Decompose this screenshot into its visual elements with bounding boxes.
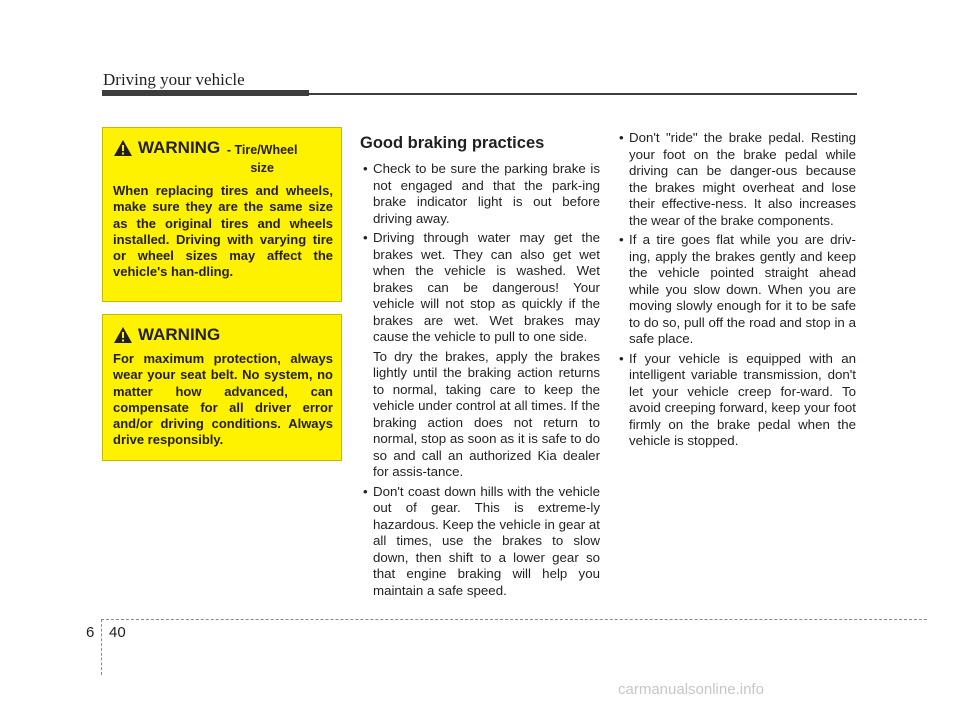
bullet-list bbox=[616, 130, 856, 450]
bullet-marker: • bbox=[363, 230, 368, 245]
page-header-title: Driving your vehicle bbox=[103, 70, 245, 89]
bullet-marker: • bbox=[619, 350, 624, 366]
list-item bbox=[360, 484, 600, 600]
list-item-text: Don't "ride" the brake pedal. Resting your foot on the brake pedal while driving can be danger-ous because the brakes might overheat and lose their effective-ness. It also increases the wear of the brake components. bbox=[629, 130, 856, 228]
bullet-marker: • bbox=[619, 130, 624, 145]
warning-box-tire-wheel bbox=[102, 127, 342, 302]
page-number: 40 bbox=[109, 624, 126, 641]
warning-label: WARNING bbox=[138, 138, 221, 157]
list-item bbox=[616, 351, 856, 450]
list-item-extra-text: To dry the brakes, apply the brakes lightly until the braking action returns to normal, taking care to keep the vehicle under control at all times. If the braking action does not return to normal, stop as soon as it is safe to do so and call an authorized Kia dealer for assis-tance. bbox=[373, 348, 600, 479]
warning-triangle-icon bbox=[113, 139, 133, 157]
list-item-text: If a tire goes flat while you are driv-ing, apply the brakes gently and keep the vehicle pointed straight ahead while you slow down. When you are moving slowly enough for it to be safe to do so, pull off the road and stop in a safe place. bbox=[629, 232, 856, 346]
bullet-marker: • bbox=[363, 483, 368, 499]
header-rule-thin bbox=[309, 93, 857, 95]
list-item bbox=[360, 161, 600, 227]
chapter-number: 6 bbox=[86, 624, 95, 641]
text-column-right bbox=[616, 130, 856, 453]
list-item-text: Check to be sure the parking brake is not engaged and that the park-ing brake indicator light is out before driving away. bbox=[373, 161, 600, 226]
text-column-middle bbox=[360, 130, 600, 602]
warning-text: When replacing tires and wheels, make sure they are the same size as the original tires and wheels installed. Driving with varying tire or wheel sizes may affect the vehicle's han-dling. bbox=[113, 183, 333, 280]
warning-title-row bbox=[113, 325, 333, 345]
warning-box-seat-belt bbox=[102, 314, 342, 461]
bullet-marker: • bbox=[363, 161, 368, 176]
list-item-text: If your vehicle is equipped with an intelligent variable transmission, don't let your vehicle creep for-ward. To avoid creeping forward, keep your foot firmly on the brake pedal when the vehicle is stopped. bbox=[629, 350, 856, 448]
warning-subtitle: - Tire/Wheel size bbox=[226, 143, 298, 175]
list-item bbox=[616, 130, 856, 229]
header-rule-thick bbox=[102, 90, 309, 96]
list-item-text: Driving through water may get the brakes wet. They can also get wet when the vehicle is washed. Wet brakes can be dangerous! Your vehicle will not stop as quickly if the brakes are wet. Wet brakes may cause the vehicle to pull to one side. bbox=[373, 230, 600, 344]
warning-text: For maximum protection, always wear your seat belt. No system, no matter how advanced, can compensate for all driver error and/or driving conditions. Always drive responsibly. bbox=[113, 351, 333, 448]
bullet-list bbox=[360, 161, 600, 599]
footer-divider bbox=[101, 619, 102, 675]
watermark: carmanualsonline.info bbox=[618, 681, 764, 698]
list-item bbox=[360, 230, 600, 481]
footer-rule bbox=[101, 619, 927, 620]
warning-title-row bbox=[113, 138, 333, 177]
warning-label: WARNING bbox=[138, 325, 221, 344]
list-item bbox=[616, 232, 856, 348]
section-heading: Good braking practices bbox=[360, 134, 545, 152]
warning-triangle-icon bbox=[113, 326, 133, 344]
bullet-marker: • bbox=[619, 232, 624, 247]
list-item-text: Don't coast down hills with the vehicle out of gear. This is extreme-ly hazardous. Keep the vehicle in gear at all times, use the brakes to slow down, then shift to a lower gear so that engine braking will help you maintain a safe speed. bbox=[373, 483, 600, 598]
